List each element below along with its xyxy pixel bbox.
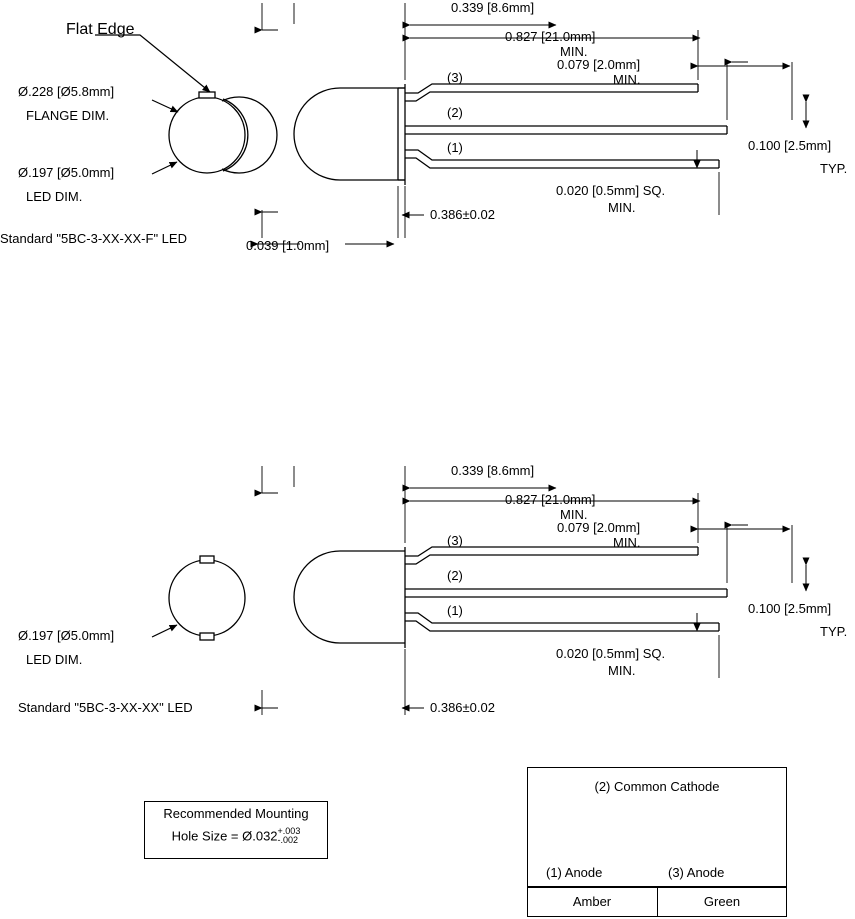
flat-edge-label: Flat Edge (66, 21, 135, 38)
top-dim-2-5-note: TYP. (820, 161, 848, 176)
mounting-note-tol-plus: +.003 (277, 826, 301, 836)
bottom-dim-2-0: 0.079 [2.0mm] (557, 520, 641, 535)
bottom-lead-2-label: (2) (447, 568, 463, 583)
top-flange-circle (169, 92, 277, 173)
top-lead-3-label: (3) (447, 70, 463, 85)
schematic-color-right: Green (703, 894, 741, 909)
top-dim-21: 0.827 [21.0mm] (505, 29, 596, 44)
top-dim-0-5-note: MIN. (608, 200, 636, 215)
schematic-common-cathode-label: (2) Common Cathode (594, 779, 720, 794)
top-dim-2-5: 0.100 [2.5mm] (748, 138, 832, 153)
flange-dim-label: Ø.228 [Ø5.8mm] (18, 84, 115, 99)
mounting-note-line2-prefix: Hole Size = Ø.032 (171, 828, 278, 844)
bottom-dim-0-5-sq: 0.020 [0.5mm] SQ. (556, 646, 666, 661)
bottom-dim-2-5: 0.100 [2.5mm] (748, 601, 832, 616)
bottom-dim-0-5-note: MIN. (608, 663, 636, 678)
top-led-dim-label: Ø.197 [Ø5.0mm] (18, 165, 115, 180)
top-lead-1-label: (1) (447, 140, 463, 155)
top-dim-8-6: 0.339 [8.6mm] (451, 0, 535, 15)
top-leads (405, 84, 727, 168)
bottom-dim-21: 0.827 [21.0mm] (505, 492, 596, 507)
schematic-anode-left-label: (1) Anode (546, 865, 603, 880)
top-dim-21-note: MIN. (560, 44, 588, 59)
bottom-lead-3-label: (3) (447, 533, 463, 548)
bottom-part-caption: Standard "5BC-3-XX-XX" LED (18, 700, 193, 715)
bottom-dim-2-5-note: TYP. (820, 624, 848, 639)
top-dim-2-0-note: MIN. (613, 72, 641, 87)
schematic-color-left: Amber (572, 894, 612, 909)
bottom-dim-8-6: 0.339 [8.6mm] (451, 463, 535, 478)
top-part-caption: Standard "5BC-3-XX-XX-F" LED (0, 231, 187, 246)
flange-dim-note: FLANGE DIM. (26, 108, 110, 123)
bottom-lead-1-label: (1) (447, 603, 463, 618)
bottom-led-circle (169, 556, 245, 640)
mounting-note-line1: Recommended Mounting (163, 806, 309, 821)
schematic-anode-right-label: (3) Anode (668, 865, 725, 880)
mounting-note-tol-minus: -.002 (277, 835, 299, 845)
top-lead-2-label: (2) (447, 105, 463, 120)
bottom-led-dim-note: LED DIM. (26, 652, 83, 667)
bottom-dim-2-0-note: MIN. (613, 535, 641, 550)
bottom-led-dim-label: Ø.197 [Ø5.0mm] (18, 628, 115, 643)
bottom-dim-21-note: MIN. (560, 507, 588, 522)
top-dim-2-0: 0.079 [2.0mm] (557, 57, 641, 72)
bottom-dim-base: 0.386±0.02 (430, 700, 495, 715)
top-led-dim-note: LED DIM. (26, 189, 83, 204)
bottom-led-body (294, 547, 405, 648)
top-dim-base: 0.386±0.02 (430, 207, 495, 222)
mounting-note-tolerance (278, 827, 301, 845)
top-dim-1-0: 0.039 [1.0mm] (246, 238, 330, 253)
bottom-leads (405, 547, 727, 631)
top-led-body (294, 84, 405, 185)
top-dim-0-5-sq: 0.020 [0.5mm] SQ. (556, 183, 666, 198)
mounting-note-line2 (144, 828, 328, 846)
